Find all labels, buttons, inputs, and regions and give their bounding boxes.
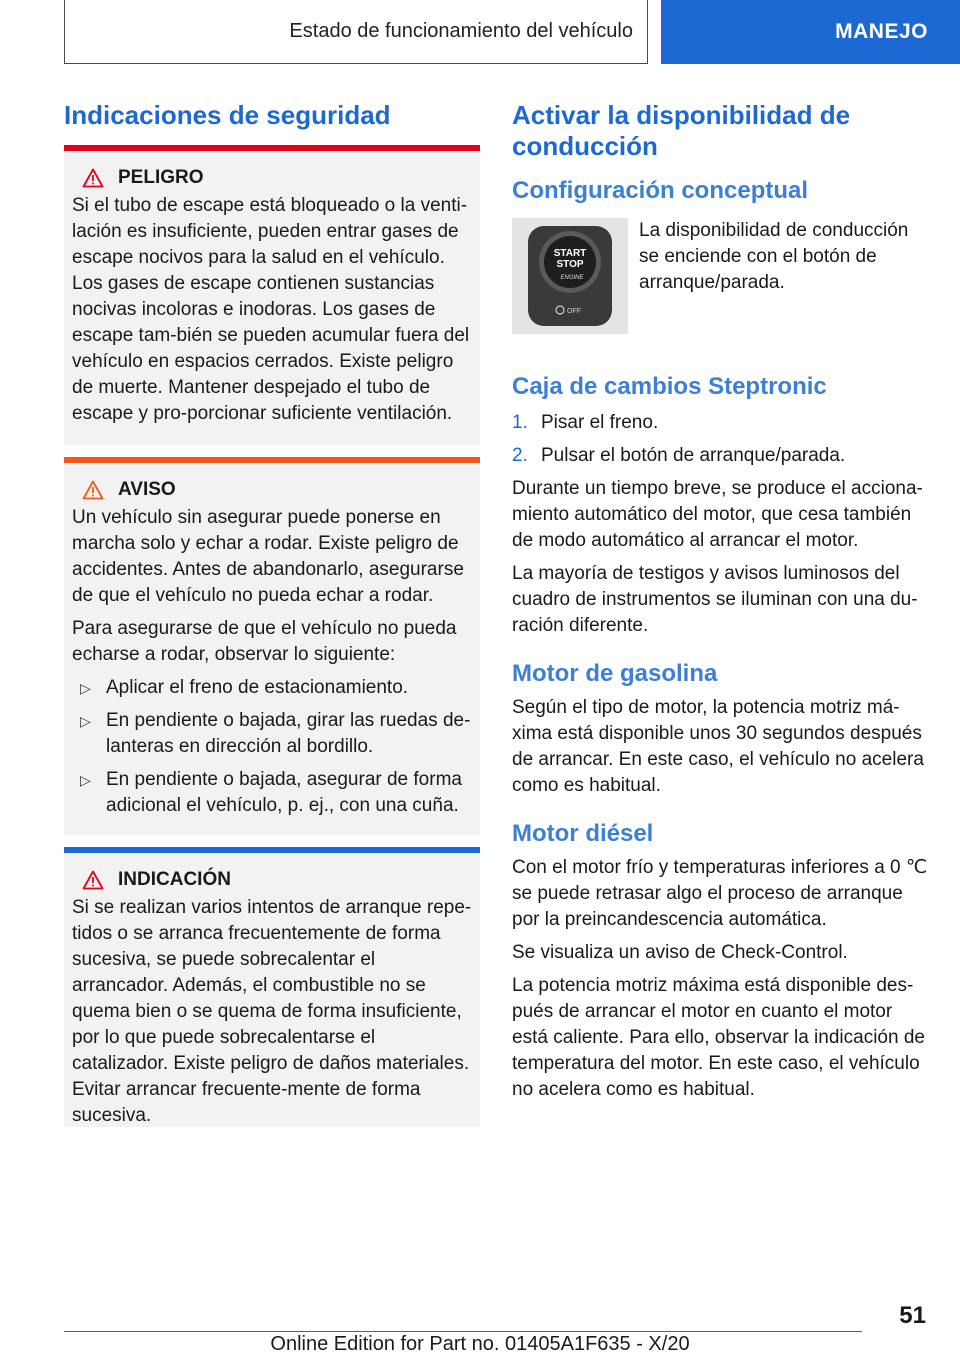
body-paragraph: La mayoría de testigos y avisos luminosos del cuadro de instrumentos se iluminan con una du-ración diferente. bbox=[512, 563, 918, 636]
list-item: ▷ En pendiente o bajada, girar las ruedas de-lanteras en dirección al bordillo. bbox=[80, 710, 471, 757]
warning-text: Si se realizan varios intentos de arranque repe-tidos o se arranca frecuentemente de forma sucesiva, se puede sobrecalentar el arrancador. Además, el combustible no se quema bien o se quema de forma insuficiente, por lo que puede sobrecalentarse el catalizador. Existe peligro de daños materiales. Evitar arrancar frecuente-mente de forma sucesiva. bbox=[72, 897, 472, 1126]
list-item: ▷ Aplicar el freno de estacionamiento. bbox=[72, 675, 472, 701]
button-label-start: START bbox=[553, 248, 587, 259]
concept-text: La disponibilidad de conducción se enciende con el botón de arranque/parada. bbox=[639, 220, 909, 293]
warning-triangle-icon bbox=[82, 480, 104, 500]
steptronic-heading: Caja de cambios Steptronic bbox=[512, 373, 827, 400]
warning-level-label: INDICACIÓN bbox=[118, 869, 231, 890]
section-title: Estado de funcionamiento del vehículo bbox=[289, 20, 633, 42]
page-number: 51 bbox=[899, 1302, 926, 1329]
diesel-heading: Motor diésel bbox=[512, 820, 654, 847]
left-column bbox=[64, 100, 480, 1127]
diesel-block bbox=[512, 855, 932, 1103]
gasoline-heading: Motor de gasolina bbox=[512, 660, 718, 687]
off-label: OFF bbox=[567, 308, 581, 315]
warning-notice bbox=[64, 847, 480, 1127]
warning-triangle-icon bbox=[82, 870, 104, 890]
chapter-tab[interactable] bbox=[661, 0, 960, 64]
concept-block bbox=[512, 218, 932, 334]
running-head bbox=[64, 0, 648, 64]
body-paragraph: Se visualiza un aviso de Check-Control. bbox=[512, 942, 848, 963]
gasoline-block bbox=[512, 695, 932, 799]
warning-text: Un vehículo sin asegurar puede ponerse en marcha solo y echar a rodar. Existe peligro de accidentes. Antes de abandonarlo, asegurarse de que el vehículo no pueda echar a rodar. bbox=[72, 507, 464, 606]
body-paragraph: Según el tipo de motor, la potencia motriz má-xima está disponible unos 30 segundos después de arrancar. En este caso, el vehículo no acelera como es habitual. bbox=[512, 697, 924, 796]
footer-edition: Online Edition for Part no. 01405A1F635 - X/20 bbox=[270, 1333, 690, 1355]
warning-triangle-icon bbox=[82, 168, 104, 188]
warning-caution bbox=[64, 457, 480, 835]
body-paragraph: Con el motor frío y temperaturas inferiores a 0 ℃ se puede retrasar algo el proceso de arranque por la preincandescencia automática. bbox=[512, 857, 928, 930]
list-item: 1. Pisar el freno. bbox=[512, 412, 659, 433]
warning-level-label: AVISO bbox=[118, 479, 176, 500]
precaution-list bbox=[72, 675, 472, 819]
triangle-bullet-icon: ▷ bbox=[80, 680, 91, 696]
warning-text: Si el tubo de escape está bloqueado o la venti-lación es insuficiente, pueden entrar gases de escape nocivos para la salud en el vehículo. Los gases de escape contienen sustancias nocivas incoloras e inodoras. Los gases de escape tam-bién se pueden acumular fuera del vehículo en espacios cerrados. Existe peligro de muerte. Mantener despejado el tubo de escape y pro-porcionar suficiente ventilación. bbox=[72, 195, 470, 424]
list-item: ▷ En pendiente o bajada, asegurar de forma adicional el vehículo, p. ej., con una cuña. bbox=[80, 769, 462, 816]
warning-level-label: PELIGRO bbox=[118, 167, 204, 188]
concept-heading: Configuración conceptual bbox=[512, 177, 809, 204]
warning-text: Para asegurarse de que el vehículo no pueda echarse a rodar, observar lo siguiente: bbox=[72, 618, 457, 665]
footer-rule bbox=[64, 1331, 862, 1332]
steps-list bbox=[512, 410, 932, 469]
chapter-tab-label: MANEJO bbox=[835, 20, 928, 43]
body-paragraph: Durante un tiempo breve, se produce el acciona-miento automático del motor, que cesa también de modo automático al arrancar el motor. bbox=[512, 478, 923, 551]
triangle-bullet-icon: ▷ bbox=[80, 713, 91, 729]
button-label-stop: STOP bbox=[556, 259, 584, 270]
right-column bbox=[512, 100, 932, 1110]
triangle-bullet-icon: ▷ bbox=[80, 772, 91, 788]
warning-danger bbox=[64, 145, 480, 445]
steptronic-block bbox=[512, 410, 932, 639]
list-item: 2. Pulsar el botón de arranque/parada. bbox=[512, 445, 846, 466]
start-stop-button-icon bbox=[522, 222, 618, 330]
drive-ready-heading: Activar la disponibilidad de conducción bbox=[512, 100, 851, 161]
start-stop-button-image bbox=[512, 218, 628, 334]
safety-heading: Indicaciones de seguridad bbox=[64, 100, 391, 130]
button-label-engine: ENGINE bbox=[560, 275, 584, 281]
body-paragraph: La potencia motriz máxima está disponible des-pués de arrancar el motor en cuanto el motor está caliente. Para ello, observar la indicación de temperatura del motor. En este caso, el vehículo no acelera como es habitual. bbox=[512, 975, 925, 1100]
